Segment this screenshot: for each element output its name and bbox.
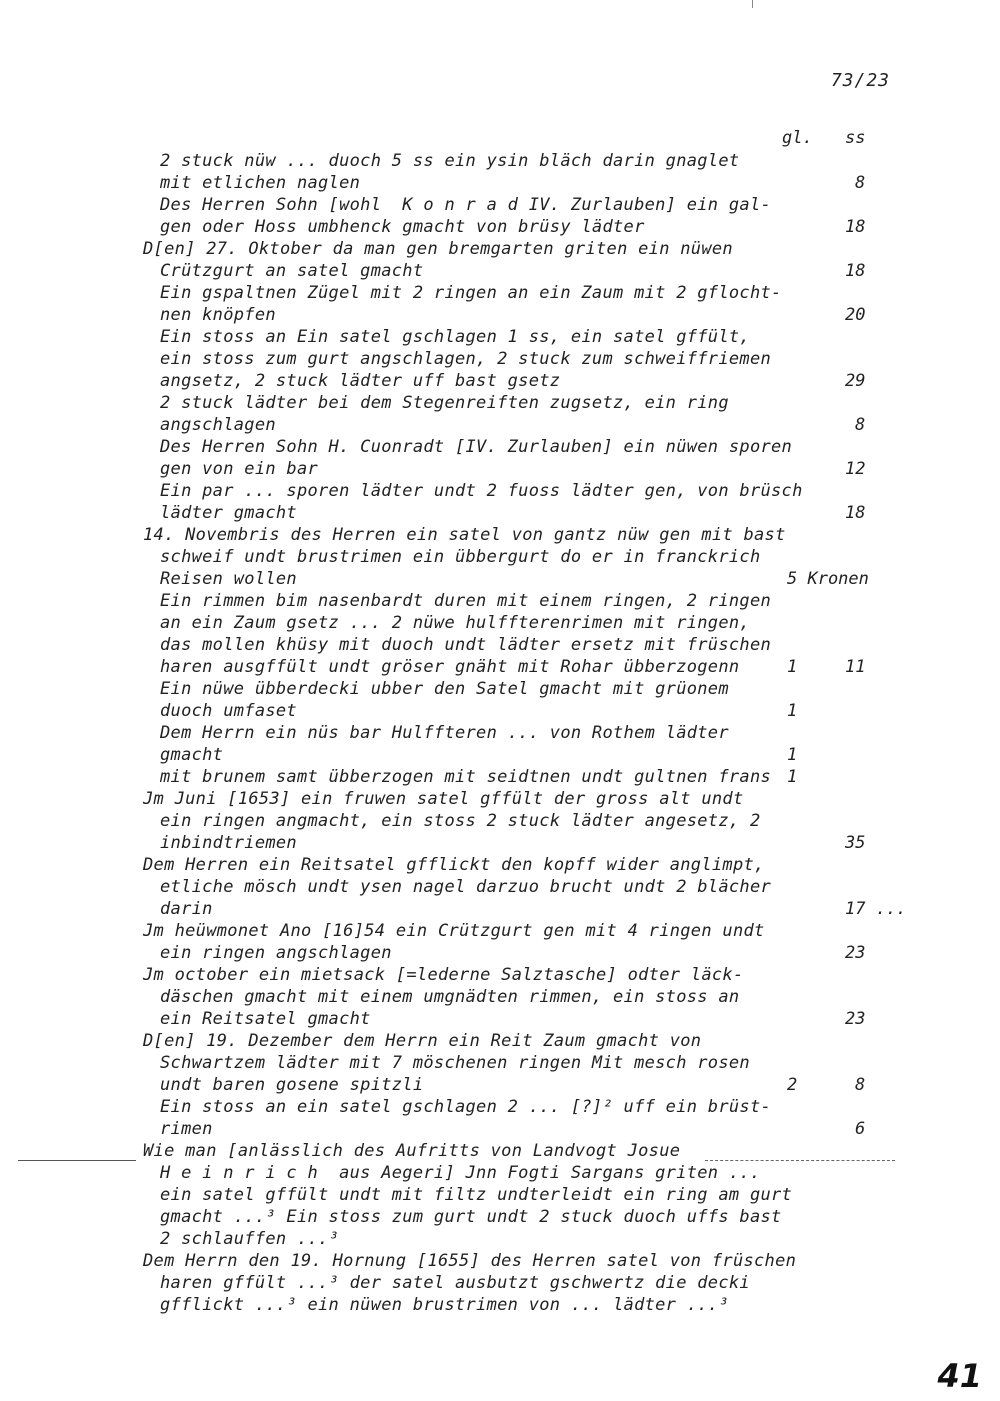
ledger-line: Schwartzem lädter mit 7 möschenen ringen Mit mesch rosen <box>160 1053 750 1073</box>
ledger-line: haren ausgffült undt gröser gnäht mit Rohar übberzogenn <box>160 657 740 677</box>
ledger-line: Reisen wollen <box>160 569 297 589</box>
ledger-line: Ein nüwe übberdecki ubber den Satel gmacht mit grüonem <box>160 679 729 699</box>
ledger-line: 2 stuck nüw ... duoch 5 ss ein ysin bläch darin gnaglet <box>160 151 740 171</box>
ledger-line: etliche mösch undt ysen nagel darzuo brucht undt 2 blächer <box>160 877 772 897</box>
ledger-amount: 8 <box>855 415 866 435</box>
ledger-amount: 23 <box>845 1009 866 1029</box>
ledger-amount: 18 <box>845 217 866 237</box>
ledger-line: H e i n r i c h aus Aegeri] Jnn Fogti Sargans griten ... <box>160 1163 761 1183</box>
ledger-line: haren gffült ...³ der satel ausbutzt gschwertz die decki <box>160 1273 750 1293</box>
ledger-line: mit brunem samt übberzogen mit seidtnen undt gultnen frans <box>160 767 772 787</box>
ledger-line: D[en] 19. Dezember dem Herrn ein Reit Zaum gmacht von <box>143 1031 702 1051</box>
ledger-amount: 29 <box>845 371 866 391</box>
ledger-amount: 6 <box>855 1119 866 1139</box>
ledger-line: Jm Juni [1653] ein fruwen satel gffült der gross alt undt <box>143 789 744 809</box>
ledger-line: darin <box>160 899 213 919</box>
ledger-line: 2 stuck lädter bei dem Stegenreiften zugsetz, ein ring <box>160 393 729 413</box>
ledger-amount: 1 <box>787 657 798 677</box>
ledger-line: gmacht ...³ Ein stoss zum gurt undt 2 stuck duoch uffs bast <box>160 1207 782 1227</box>
ledger-line: Dem Herrn den 19. Hornung [1655] des Herren satel von früschen <box>143 1251 797 1271</box>
ledger-amount: 20 <box>845 305 866 325</box>
ledger-line: Ein stoss an ein satel gschlagen 2 ... [?]² uff ein brüst- <box>160 1097 772 1117</box>
ledger-line: gen von ein bar <box>160 459 319 479</box>
ledger-line: Ein stoss an Ein satel gschlagen 1 ss, ein satel gffült, <box>160 327 750 347</box>
ledger-line: ein stoss zum gurt angschlagen, 2 stuck zum schweiffriemen <box>160 349 772 369</box>
ledger-line: Ein gspaltnen Zügel mit 2 ringen an ein Zaum mit 2 gflocht- <box>160 283 782 303</box>
ledger-line: Des Herren Sohn [wohl K o n r a d IV. Zurlauben] ein gal- <box>160 195 772 215</box>
ledger-line: gen oder Hoss umbhenck gmacht von brüsy lädter <box>160 217 645 237</box>
ledger-amount: 5 Kronen <box>787 569 869 589</box>
ledger-line: angschlagen <box>160 415 276 435</box>
ledger-line: inbindtriemen <box>160 833 297 853</box>
trailing-rule <box>705 1160 895 1161</box>
ledger-line: gmacht <box>160 745 224 765</box>
ledger-line: däschen gmacht mit einem umgnädten rimmen, ein stoss an <box>160 987 740 1007</box>
column-header-gulden: gl. <box>782 128 813 148</box>
ledger-amount: 1 <box>787 701 798 721</box>
ledger-line: Crützgurt an satel gmacht <box>160 261 424 281</box>
ledger-amount: 1 <box>787 767 798 787</box>
ledger-line: undt baren gosene spitzli <box>160 1075 424 1095</box>
ledger-line: das mollen khüsy mit duoch undt lädter ersetz mit früschen <box>160 635 772 655</box>
ledger-amount: 8 <box>855 173 866 193</box>
ledger-line: Des Herren Sohn H. Cuonradt [IV. Zurlauben] ein nüwen sporen <box>160 437 793 457</box>
ledger-line: nen knöpfen <box>160 305 276 325</box>
ledger-line: gfflickt ...³ ein nüwen brustrimen von ... lädter ...³ <box>160 1295 729 1315</box>
ledger-amount: 18 <box>845 261 866 281</box>
ledger-amount: 12 <box>845 459 866 479</box>
ledger-amount: 11 <box>845 657 866 677</box>
ledger-line: 2 schlauffen ...³ <box>160 1229 340 1249</box>
ledger-amount: 2 <box>787 1075 798 1095</box>
ledger-amount: 23 <box>845 943 866 963</box>
ledger-line: an ein Zaum gsetz ... 2 nüwe hulffterenrimen mit ringen, <box>160 613 750 633</box>
ledger-line: rimen <box>160 1119 213 1139</box>
ledger-amount: 18 <box>845 503 866 523</box>
ledger-line: ein ringen angschlagen <box>160 943 392 963</box>
ledger-line: ein Reitsatel gmacht <box>160 1009 371 1029</box>
column-header-schilling: ss <box>845 128 866 148</box>
ledger-line: Dem Herren ein Reitsatel gfflickt den kopff wider anglimpt, <box>143 855 765 875</box>
ledger-amount: 17 ... <box>845 899 907 919</box>
ledger-line: duoch umfaset <box>160 701 297 721</box>
crop-mark <box>752 0 753 8</box>
ledger-line: Jm heüwmonet Ano [16]54 ein Crützgurt gen mit 4 ringen undt <box>143 921 765 941</box>
ledger-amount: 8 <box>855 1075 866 1095</box>
ledger-line: Ein rimmen bim nasenbardt duren mit einem ringen, 2 ringen <box>160 591 772 611</box>
ledger-line: ein satel gffült undt mit filtz undterleidt ein ring am gurt <box>160 1185 793 1205</box>
ledger-line: Dem Herrn ein nüs bar Hulffteren ... von Rothem lädter <box>160 723 729 743</box>
ledger-line: Wie man [anlässlich des Aufritts von Landvogt Josue <box>143 1141 681 1161</box>
ledger-line: angsetz, 2 stuck lädter uff bast gsetz <box>160 371 561 391</box>
ledger-line: Jm october ein mietsack [=lederne Salztasche] odter läck- <box>143 965 744 985</box>
ledger-line: ein ringen angmacht, ein stoss 2 stuck lädter angesetz, 2 <box>160 811 761 831</box>
margin-rule <box>18 1160 136 1161</box>
ledger-line: Ein par ... sporen lädter undt 2 fuoss lädter gen, von brüsch <box>160 481 803 501</box>
sheet-number: 41 <box>937 1357 982 1395</box>
ledger-line: schweif undt brustrimen ein übbergurt do er in franckrich <box>160 547 761 567</box>
ledger-line: mit etlichen naglen <box>160 173 361 193</box>
ledger-line: D[en] 27. Oktober da man gen bremgarten griten ein nüwen <box>143 239 733 259</box>
page-number: 73/23 <box>830 70 890 91</box>
ledger-line: lädter gmacht <box>160 503 297 523</box>
ledger-amount: 1 <box>787 745 798 765</box>
ledger-amount: 35 <box>845 833 866 853</box>
ledger-line: 14. Novembris des Herren ein satel von gantz nüw gen mit bast <box>143 525 786 545</box>
